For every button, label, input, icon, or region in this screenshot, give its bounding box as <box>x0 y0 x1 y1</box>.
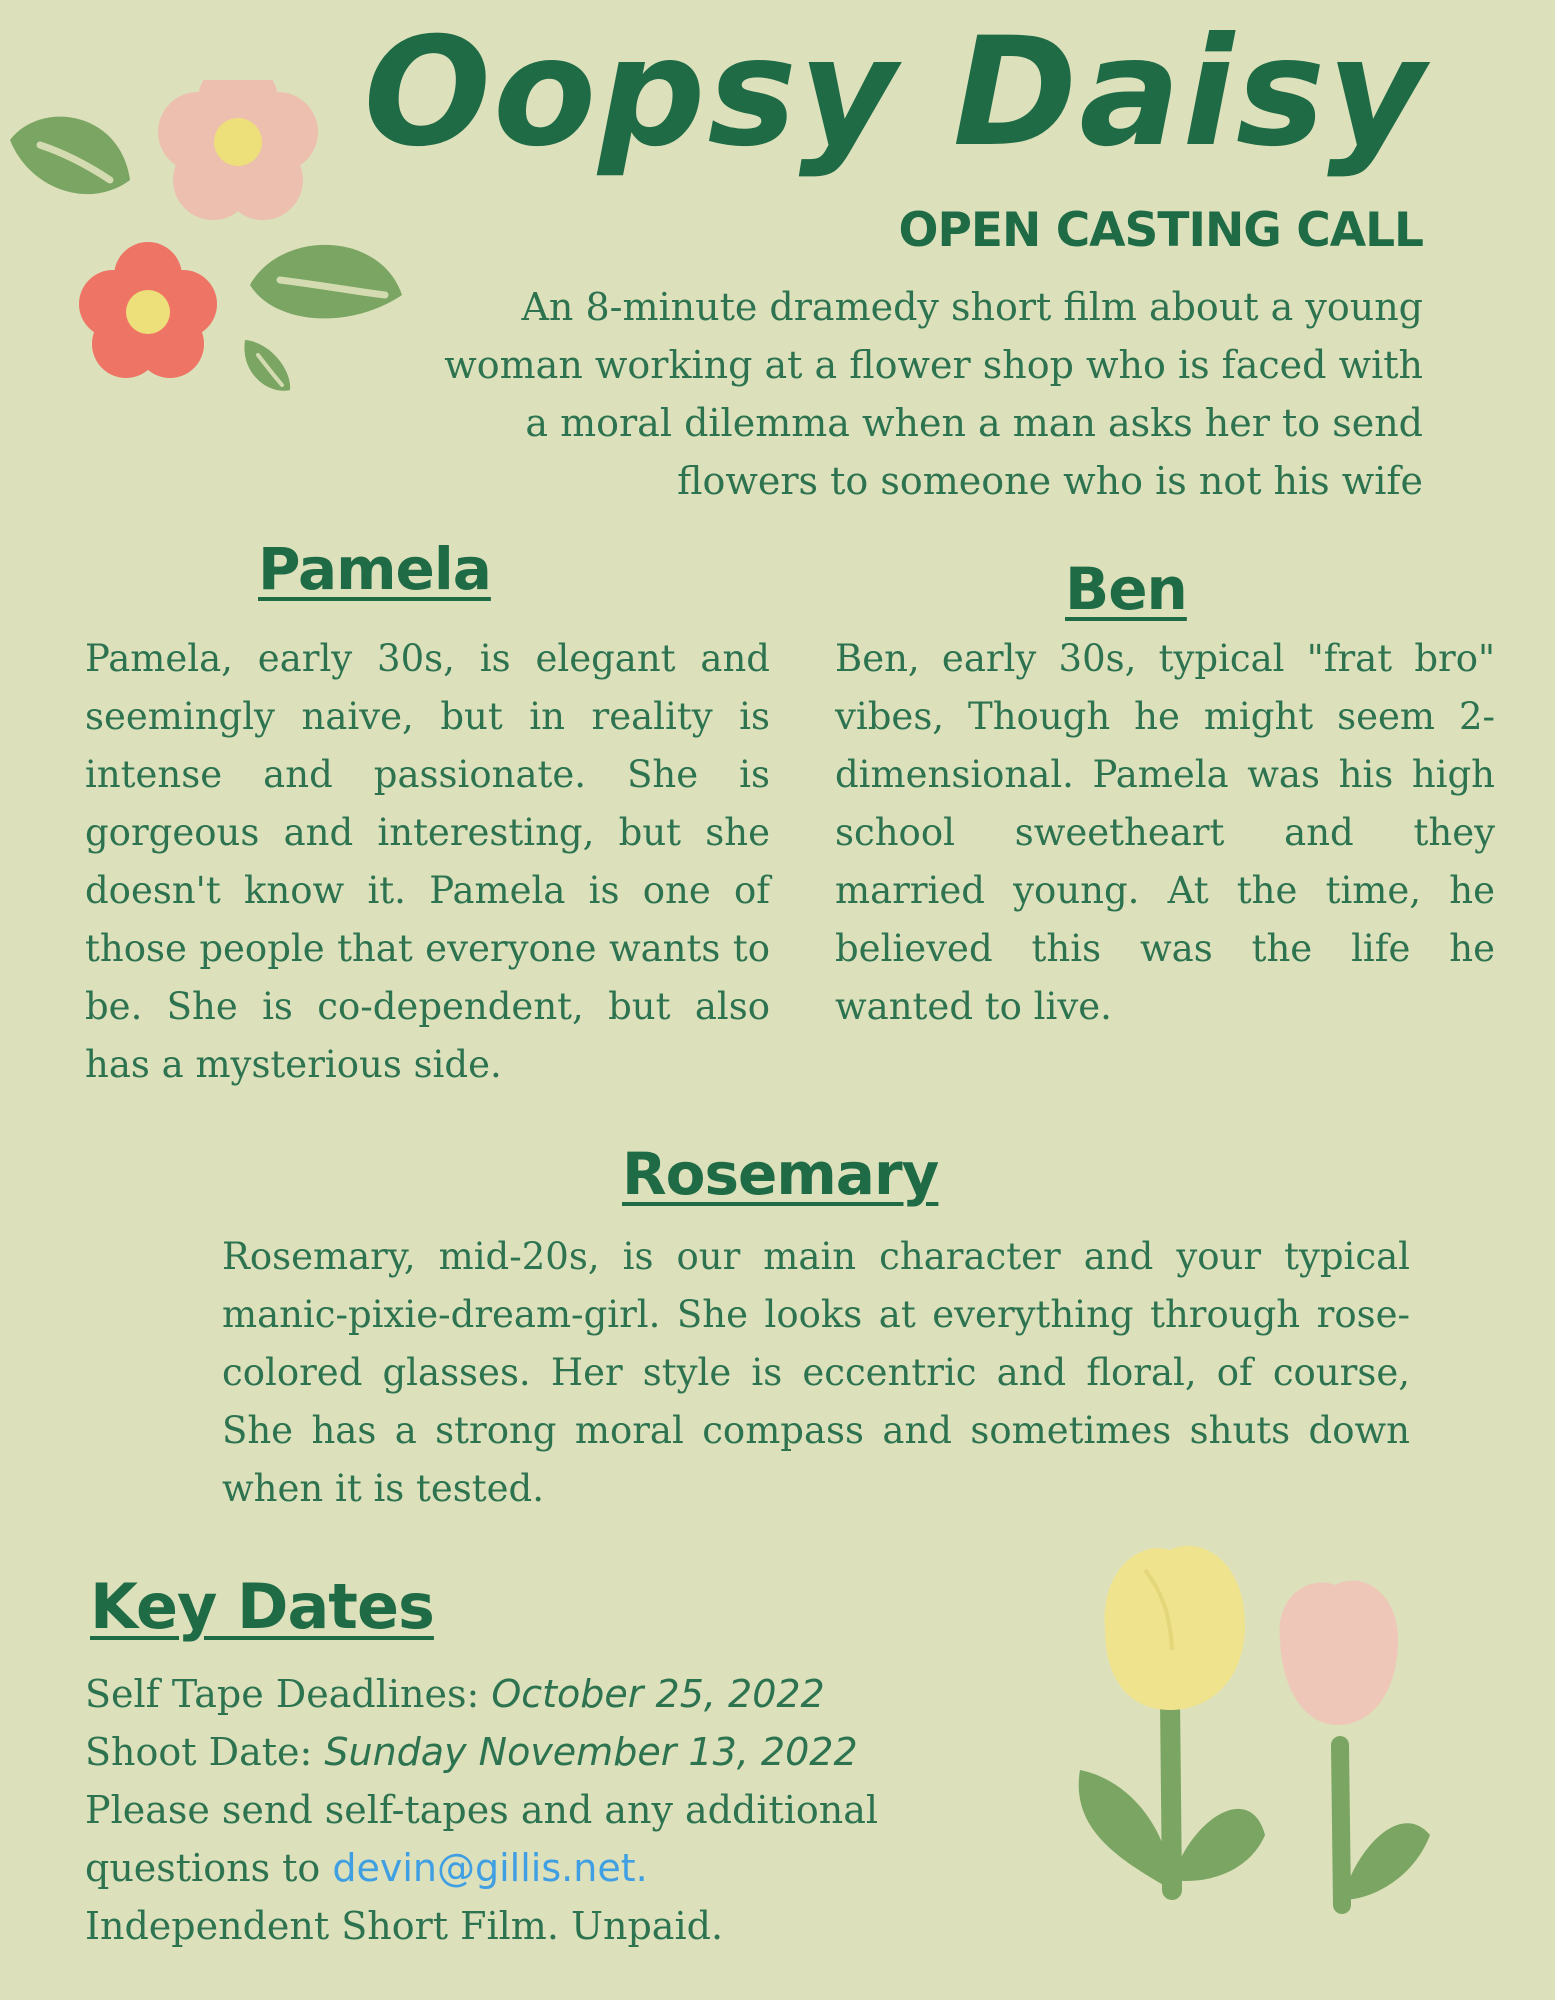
deadline-label: Self Tape Deadlines: <box>85 1672 492 1716</box>
red-flower-icon <box>79 242 217 378</box>
contact-email-link[interactable]: devin@gillis.net. <box>332 1846 648 1890</box>
shoot-value: Sunday November 13, 2022 <box>324 1730 858 1774</box>
character-description-ben: Ben, early 30s, typical "frat bro" vibes, Though he might seem 2-dimensional. Pamela was his high school sweetheart and they married young. At the time, he believed this was the life he wanted to live. <box>835 637 1495 1028</box>
character-description-pamela: Pamela, early 30s, is elegant and seemingly naive, but in reality is intense and passionate. She is gorgeous and interesting, but she doesn't know it. Pamela is one of those people that everyone wants to be. She is co-dependent, but also has a mysterious side. <box>85 637 770 1086</box>
page-title: Oopsy Daisy <box>363 6 1427 180</box>
deadline-line <box>85 1665 1065 1723</box>
character-heading-ben: Ben <box>1065 555 1187 623</box>
contact-line <box>85 1781 985 1897</box>
shoot-label: Shoot Date: <box>85 1730 325 1774</box>
pink-flower-icon <box>158 80 318 220</box>
footer-note: Independent Short Film. Unpaid. <box>85 1904 724 1948</box>
leaf-icon <box>250 245 402 318</box>
yellow-tulip-icon <box>1105 1546 1245 1710</box>
contact-text: Please send self-tapes and any additional questions to <box>85 1788 879 1890</box>
character-heading-rosemary: Rosemary <box>622 1140 939 1208</box>
pink-tulip-icon <box>1280 1581 1399 1725</box>
key-dates-heading: Key Dates <box>90 1570 434 1643</box>
character-heading-pamela: Pamela <box>258 535 491 603</box>
tulips-illustration <box>1060 1530 1440 1950</box>
key-dates-section <box>85 1665 1065 1955</box>
deadline-value: October 25, 2022 <box>491 1672 825 1716</box>
small-leaf-icon <box>244 340 290 391</box>
flowers-leaves-illustration <box>0 80 420 410</box>
page-subtitle: OPEN CASTING CALL <box>898 203 1423 258</box>
shoot-line <box>85 1723 1065 1781</box>
film-synopsis: An 8-minute dramedy short film about a young woman working at a flower shop who is faced with a moral dilemma when a man asks her to send flowers to someone who is not his wife <box>444 285 1423 503</box>
character-description-rosemary: Rosemary, mid-20s, is our main character and your typical manic-pixie-dream-girl. She looks at everything through rose-colored glasses. Her style is eccentric and floral, of course, She has a strong moral compass and sometimes shuts down when it is tested. <box>222 1235 1410 1510</box>
leaf-icon <box>10 117 130 194</box>
